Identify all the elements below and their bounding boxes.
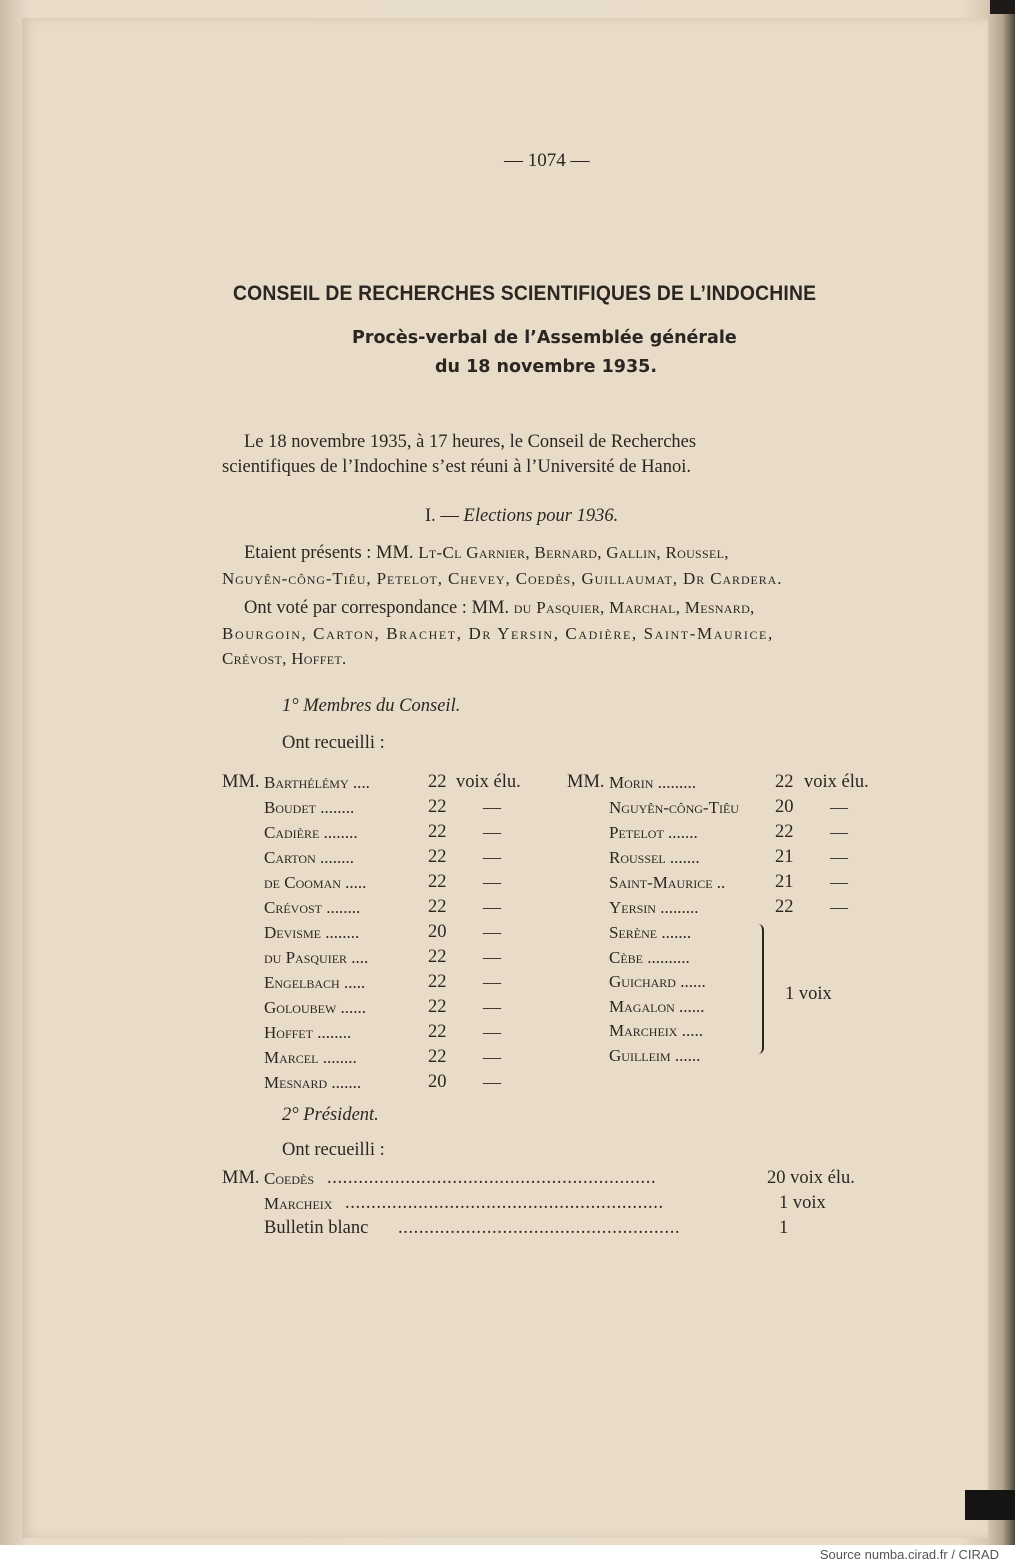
member-result: voix élu. <box>804 772 869 792</box>
member-name: de Cooman ..... <box>264 873 367 892</box>
source-credit: Source numba.cirad.fr / CIRAD <box>819 1547 999 1562</box>
next-page-edge <box>990 0 1015 1545</box>
member-result: — <box>830 822 848 842</box>
member-name: du Pasquier .... <box>264 948 369 967</box>
dot-leader: ............................................................... <box>327 1168 657 1188</box>
member-name: Boudet ........ <box>264 798 355 817</box>
grouped-member-name: Cèbe .......... <box>609 947 690 967</box>
presents-line-1 <box>244 543 729 564</box>
bookmark-ribbon <box>965 1490 1015 1520</box>
member-name: Petelot ....... <box>609 823 698 842</box>
president-heading: 2° Président. <box>282 1105 379 1125</box>
member-votes: 22 <box>775 822 794 842</box>
member-votes: 20 <box>428 922 447 942</box>
member-name: Crévost ........ <box>264 898 361 917</box>
section-number: I. — <box>425 506 459 526</box>
member-result: — <box>830 872 848 892</box>
membres-mm-left: MM. <box>222 772 260 792</box>
member-votes: 22 <box>775 897 794 917</box>
candidate-result: 20 voix élu. <box>767 1168 855 1188</box>
correspondance-prefix: Ont voté par correspondance : MM. <box>244 598 510 618</box>
presents-line-2: Nguyên-công-Tiêu, Petelot, Chevey, Coedès, Guillaumat, Dr Cardera. <box>222 569 783 588</box>
member-name: Roussel ....... <box>609 848 700 867</box>
member-result: — <box>483 1022 501 1042</box>
member-result: — <box>483 997 501 1017</box>
grouped-member-name: Magalon ...... <box>609 996 705 1016</box>
correspondance-names: du Pasquier, Marchal, Mesnard, <box>513 598 755 617</box>
section-title: Elections pour 1936. <box>463 506 619 526</box>
grouped-member-name: Marcheix ..... <box>609 1021 703 1041</box>
document-subtitle-2: du 18 novembre 1935. <box>435 357 657 377</box>
bookmark-ribbon-top <box>990 0 1015 14</box>
member-name: Goloubew ...... <box>264 998 367 1017</box>
intro-line-2: scientifiques de l’Indochine s’est réuni à l’Université de Hanoi. <box>222 457 692 477</box>
member-result: — <box>483 1047 501 1067</box>
correspondance-line-1 <box>244 598 755 619</box>
member-votes: 22 <box>428 897 447 917</box>
member-votes: 22 <box>428 797 447 817</box>
member-result: — <box>483 972 501 992</box>
dot-leader: ...................................................... <box>398 1218 681 1238</box>
member-votes: 22 <box>428 822 447 842</box>
member-result: — <box>830 847 848 867</box>
member-name: Morin ......... <box>609 773 696 792</box>
candidate-name: Marcheix <box>264 1194 333 1213</box>
member-votes: 21 <box>775 872 794 892</box>
member-votes: 22 <box>428 1022 447 1042</box>
member-name: Devisme ........ <box>264 923 360 942</box>
member-votes: 22 <box>428 1047 447 1067</box>
member-name: Barthélémy .... <box>264 773 370 792</box>
member-result: — <box>483 822 501 842</box>
candidate-name: Bulletin blanc <box>264 1218 369 1238</box>
candidate-result: 1 <box>779 1218 789 1238</box>
grouped-member-name: Serène ....... <box>609 923 692 942</box>
candidate-name: Coedès <box>264 1169 315 1188</box>
document-subtitle-1: Procès-verbal de l’Assemblée générale <box>352 328 737 348</box>
member-name: Nguyên-công-Tiêu <box>609 798 739 817</box>
presents-prefix: Etaient présents : MM. <box>244 543 414 563</box>
member-votes: 20 <box>775 797 794 817</box>
member-votes: 22 <box>428 972 447 992</box>
member-result: — <box>483 1072 501 1092</box>
section-heading <box>425 506 618 527</box>
member-votes: 20 <box>428 1072 447 1092</box>
grouped-member-name: Guilleim ...... <box>609 1046 701 1065</box>
member-name: Cadière ........ <box>264 823 358 842</box>
membres-recueilli: Ont recueilli : <box>282 733 385 753</box>
member-result: — <box>483 847 501 867</box>
member-result: — <box>483 897 501 917</box>
member-name: Saint-Maurice .. <box>609 873 726 892</box>
grouped-member-name: Guichard ...... <box>609 972 706 992</box>
presents-names: Lt-Cl Garnier, Bernard, Gallin, Roussel, <box>418 543 729 562</box>
grouped-result: 1 voix <box>785 984 832 1004</box>
member-result: — <box>830 797 848 817</box>
dot-leader: ............................................................. <box>345 1193 664 1213</box>
intro-line-1: Le 18 novembre 1935, à 17 heures, le Conseil de Recherches <box>244 432 697 452</box>
member-name: Hoffet ........ <box>264 1023 352 1042</box>
member-result: — <box>830 897 848 917</box>
member-name: Yersin ......... <box>609 898 699 917</box>
member-result: — <box>483 922 501 942</box>
document-title: CONSEIL DE RECHERCHES SCIENTIFIQUES DE L’INDOCHINE <box>233 282 817 305</box>
member-result: voix élu. <box>456 772 521 792</box>
member-votes: 21 <box>775 847 794 867</box>
member-result: — <box>483 797 501 817</box>
member-votes: 22 <box>428 872 447 892</box>
member-name: Carton ........ <box>264 848 354 867</box>
member-votes: 22 <box>428 997 447 1017</box>
president-mm: MM. <box>222 1168 260 1188</box>
member-name: Marcel ........ <box>264 1048 357 1067</box>
correspondance-line-3: Crévost, Hoffet. <box>222 649 347 668</box>
membres-heading: 1° Membres du Conseil. <box>282 696 461 716</box>
candidate-result: 1 voix <box>779 1193 826 1213</box>
member-result: — <box>483 947 501 967</box>
member-votes: 22 <box>775 772 794 792</box>
correspondance-line-2: Bourgoin, Carton, Brachet, Dr Yersin, Cadière, Saint-Maurice, <box>222 624 774 643</box>
member-votes: 22 <box>428 847 447 867</box>
member-name: Mesnard ....... <box>264 1073 362 1092</box>
member-votes: 22 <box>428 947 447 967</box>
membres-mm-right: MM. <box>567 772 605 792</box>
president-recueilli: Ont recueilli : <box>282 1140 385 1160</box>
page-folio: — 1074 — <box>504 150 590 171</box>
member-result: — <box>483 872 501 892</box>
grouping-brace <box>754 924 764 1054</box>
member-name: Engelbach ..... <box>264 973 366 992</box>
member-votes: 22 <box>428 772 447 792</box>
